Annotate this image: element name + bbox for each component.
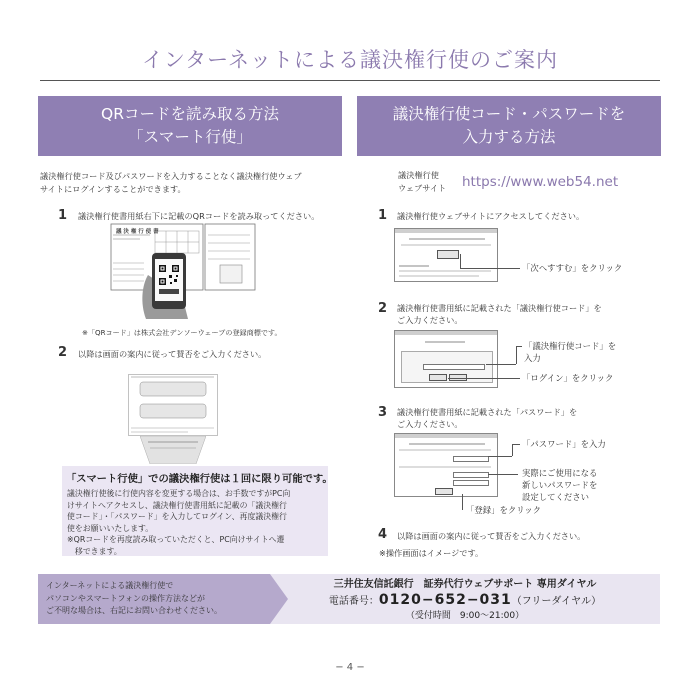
screen-image-note: ※操作画面はイメージです。	[379, 548, 484, 558]
right-step4-number: 4	[378, 527, 388, 542]
register-button-image	[435, 488, 453, 495]
step2-callout-login: 「ログイン」をクリック	[522, 373, 614, 383]
confirm-password-field-image	[453, 480, 489, 486]
note-line: けサイトへアクセスし、議決権行使書用紙に記載の「議決権行	[67, 500, 287, 510]
right-step3-text-line1: 議決権行使書用紙に記載された「パスワード」を	[397, 407, 578, 417]
smart-vote-phone-base	[140, 436, 206, 464]
step1-screen-image	[394, 228, 498, 282]
support-hours: （受付時間 9:00〜21:00）	[405, 611, 525, 621]
screen-bar	[395, 229, 497, 233]
support-phone-row	[300, 592, 630, 610]
left-step2-number: 2	[58, 345, 68, 360]
right-step3-text-line2: ご入力ください。	[397, 419, 463, 429]
phone-note: （フリーダイヤル）	[511, 596, 602, 607]
screen-text-line	[399, 449, 491, 451]
step3-callout-new-line3: 設定してください	[522, 492, 589, 502]
page-title: インターネットによる議決権行使のご案内	[141, 48, 559, 72]
screen-text-line	[399, 275, 479, 277]
title-divider	[40, 80, 660, 81]
right-step2-text-line1: 議決権行使書用紙に記載された「議決権行使コード」を	[397, 303, 602, 313]
note-line: 議決権行使後に行使内容を変更する場合は、お手数ですがPC向	[67, 489, 291, 498]
leader-line	[448, 378, 520, 379]
ballot-heading: 議 決 権 行 使 書	[116, 229, 159, 235]
leader-line	[460, 268, 520, 269]
step3-callout-new-line2: 新しいパスワードを	[522, 480, 598, 490]
screen-text-line	[425, 341, 465, 343]
left-section-heading	[38, 96, 342, 156]
leader-line	[462, 494, 463, 510]
leader-line	[486, 364, 516, 365]
support-msg-line3: ご不明な場合は、右記にお問い合わせください。	[46, 606, 222, 615]
page-number: − 4 −	[335, 662, 365, 673]
leader-line	[512, 444, 513, 456]
step3-callout-password: 「パスワード」を入力	[522, 439, 606, 449]
next-button-image	[437, 250, 459, 259]
step1-callout: 「次へすすむ」をクリック	[522, 263, 623, 273]
step2-callout-code-line1: 「議決権行使コード」を	[524, 341, 617, 351]
right-section-heading	[357, 96, 661, 156]
leader-line	[516, 346, 517, 364]
left-step2-text: 以降は画面の案内に従って賛否をご入力ください。	[78, 349, 267, 359]
site-label-line1: 議決権行使	[398, 170, 439, 180]
smart-vote-illustration	[128, 374, 218, 436]
login-button-image	[429, 374, 447, 381]
note-line: 移できます。	[67, 546, 122, 556]
screen-text-line	[399, 265, 429, 267]
phone-number[interactable]: 0120−652−031	[378, 592, 512, 608]
leader-line	[488, 474, 518, 475]
right-step2-number: 2	[378, 301, 388, 316]
left-intro-line1: 議決権行使コード及びパスワードを入力することなく議決権行使ウェブ	[40, 171, 302, 181]
right-heading-line2: 入力する方法	[462, 128, 556, 146]
smart-vote-note-body	[67, 488, 325, 558]
ballot-phone-image	[110, 223, 256, 319]
support-footer-message	[46, 580, 222, 618]
screen-text-line	[399, 466, 491, 468]
right-step1-text: 議決権行使ウェブサイトにアクセスしてください。	[397, 211, 585, 221]
support-msg-line2: パソコンやスマートフォンの操作方法などが	[46, 593, 206, 603]
support-dial-title: 三井住友信託銀行 証券代行ウェブサポート 専用ダイヤル	[333, 579, 597, 590]
screen-text-line	[409, 238, 485, 240]
screen-bar	[395, 434, 497, 438]
support-contact	[300, 577, 630, 622]
left-step1-number: 1	[58, 208, 68, 223]
leader-line	[516, 346, 522, 347]
right-step1-number: 1	[378, 208, 388, 223]
left-heading-line1: QRコードを読み取る方法	[101, 105, 279, 123]
right-step2-text-line2: ご入力ください。	[397, 315, 463, 325]
screen-text-line	[409, 443, 485, 445]
left-intro-line2: サイトにログインすることができます。	[40, 184, 186, 194]
step3-screen-image	[394, 433, 498, 497]
screen-text-line	[401, 244, 491, 246]
qr-trademark-note: ※「QRコード」は株式会社デンソーウェーブの登録商標です。	[82, 328, 282, 337]
step3-callout-register: 「登録」をクリック	[466, 505, 542, 515]
new-password-field-image	[453, 472, 489, 478]
code-field-image	[423, 364, 485, 370]
site-label-line2: ウェブサイト	[398, 183, 447, 193]
left-step1-text: 議決権行使書用紙右下に記載のQRコードを読み取ってください。	[78, 211, 320, 221]
phone-label: 電話番号：	[328, 596, 379, 607]
right-step3-number: 3	[378, 405, 388, 420]
note-line: ※QRコードを再度読み取っていただくと、PC向けサイトへ遷	[67, 535, 285, 545]
leader-line	[488, 456, 512, 457]
step3-callout-new-line1: 実際にご使用になる	[522, 468, 598, 478]
note-line: 使をお願いいたします。	[67, 523, 154, 533]
screen-bar	[395, 331, 497, 335]
right-heading-line1: 議決権行使コード・パスワードを	[392, 105, 626, 123]
password-field-image	[453, 456, 489, 462]
support-msg-line1: インターネットによる議決権行使で	[46, 581, 174, 590]
smart-vote-screen	[128, 374, 218, 436]
right-step4-text: 以降は画面の案内に従って賛否をご入力ください。	[397, 531, 586, 541]
leader-line	[512, 444, 520, 445]
smart-vote-note-title: 「スマート行使」での議決権行使は１回に限り可能です。	[66, 473, 333, 485]
site-url-link[interactable]: https://www.web54.net	[462, 174, 619, 190]
left-heading-line2: 「スマート行使」	[128, 128, 252, 146]
step2-screen-image	[394, 330, 498, 388]
leader-line	[460, 254, 461, 268]
screen-text-line	[399, 270, 491, 272]
note-line: 使コード」・「パスワード」を入力してログイン、再度議決権行	[67, 512, 287, 522]
ballot-qr-illustration	[110, 223, 256, 319]
step2-callout-code-line2: 入力	[524, 353, 541, 363]
